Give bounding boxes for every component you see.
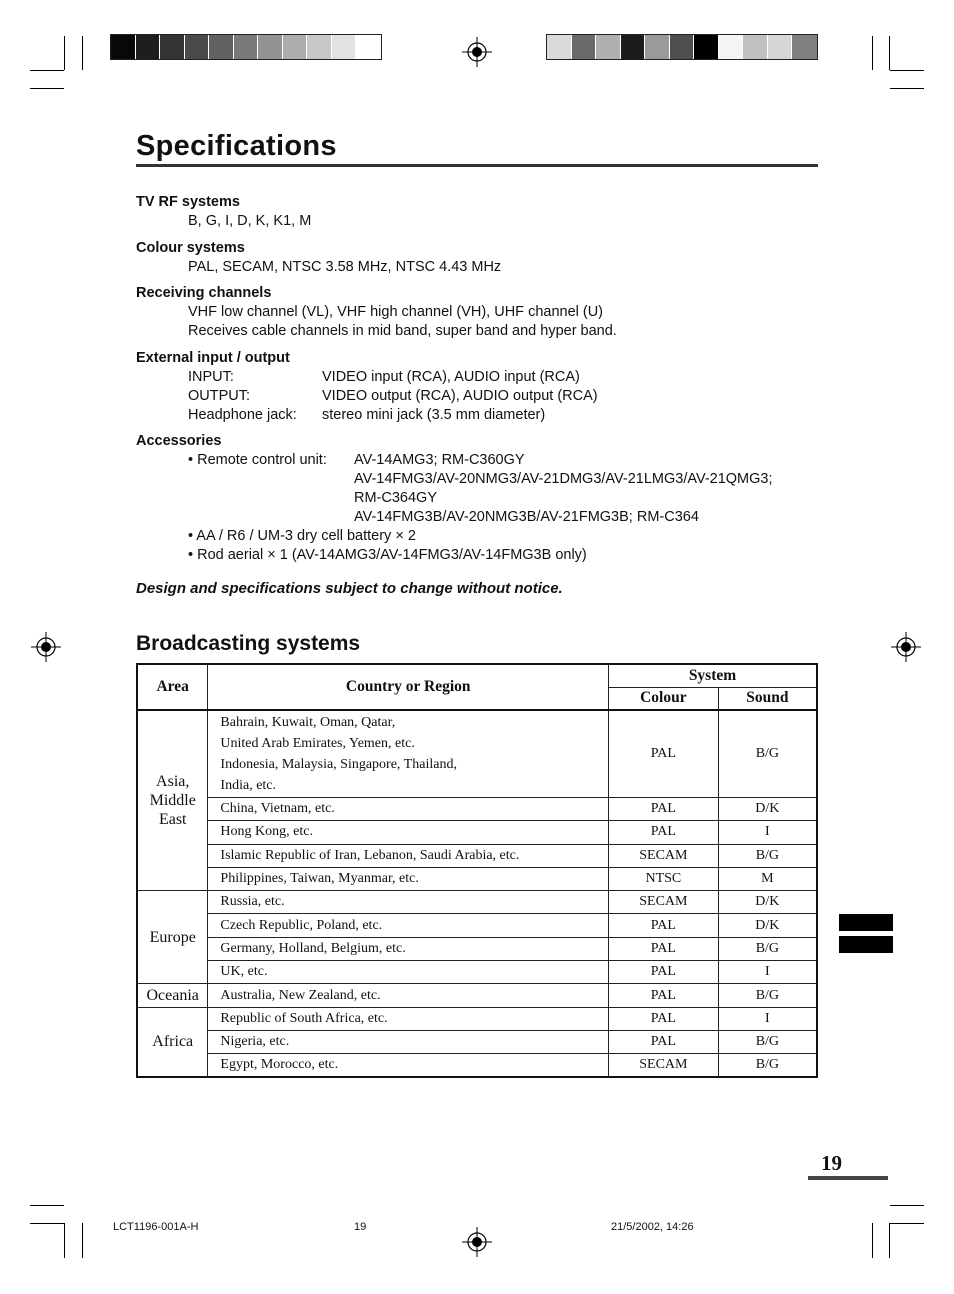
footer-doc-code: LCT1196-001A-H [113, 1221, 199, 1233]
country-cell: Russia, etc. [208, 891, 609, 914]
table-row [137, 1007, 817, 1030]
country-cell: Germany, Holland, Belgium, etc. [208, 937, 609, 960]
color-swatch [621, 35, 646, 59]
io-key: INPUT: [188, 369, 234, 385]
table-row [137, 867, 817, 890]
registration-bar-left [110, 34, 382, 60]
colour-cell: PAL [609, 961, 719, 984]
area-cell-europe: Europe [137, 891, 208, 984]
color-swatch [792, 35, 817, 59]
area-cell-africa: Africa [137, 1007, 208, 1077]
io-key: Headphone jack: [188, 407, 297, 423]
country-cell: Czech Republic, Poland, etc. [208, 914, 609, 937]
remote-line: AV-14AMG3; RM-C360GY [354, 452, 525, 468]
area-cell-asia: Asia, Middle East [137, 710, 208, 891]
table-row [137, 914, 817, 937]
color-swatch [258, 35, 283, 59]
color-swatch [283, 35, 308, 59]
area-cell-oceania: Oceania [137, 984, 208, 1007]
io-row [136, 368, 598, 387]
color-swatch [768, 35, 793, 59]
registration-target-icon [462, 1227, 492, 1257]
sound-cell: B/G [718, 937, 817, 960]
broadcasting-title: Broadcasting systems [136, 632, 361, 655]
aerial-item: • Rod aerial × 1 (AV-14AMG3/AV-14FMG3/AV-14FMG3B only) [188, 547, 587, 563]
color-swatch [111, 35, 136, 59]
header-sound: Sound [718, 687, 817, 710]
spec-colour [136, 239, 501, 277]
colour-cell: NTSC [609, 867, 719, 890]
registration-target-icon [462, 37, 492, 67]
color-swatch [645, 35, 670, 59]
footer-page: 19 [354, 1221, 367, 1233]
colour-cell: SECAM [609, 891, 719, 914]
spec-tv-rf [136, 193, 311, 231]
io-value: stereo mini jack (3.5 mm diameter) [322, 407, 546, 423]
sound-cell: I [718, 821, 817, 844]
spec-receiving [136, 284, 617, 341]
country-cell: Hong Kong, etc. [208, 821, 609, 844]
header-system: System [609, 664, 818, 687]
spec-value: B, G, I, D, K, K1, M [188, 213, 312, 229]
colour-cell: PAL [609, 914, 719, 937]
spec-external [136, 349, 598, 425]
color-swatch [234, 35, 259, 59]
colour-cell: PAL [609, 984, 719, 1007]
sound-cell: B/G [718, 1030, 817, 1053]
notice-text: Design and specifications subject to change without notice. [136, 580, 563, 597]
country-cell: UK, etc. [208, 961, 609, 984]
header-area: Area [137, 664, 208, 710]
spec-heading: Accessories [136, 433, 222, 449]
color-swatch [694, 35, 719, 59]
page-number: 19 [821, 1151, 842, 1175]
spec-heading: External input / output [136, 350, 290, 366]
colour-cell: SECAM [609, 1054, 719, 1077]
remote-line: AV-14FMG3/AV-20NMG3/AV-21DMG3/AV-21LMG3/AV-21QMG3; [354, 471, 773, 487]
page-title: Specifications [136, 130, 337, 162]
sound-cell: D/K [718, 798, 817, 821]
country-cell: China, Vietnam, etc. [208, 798, 609, 821]
table-header-row [137, 664, 817, 687]
table-row [137, 821, 817, 844]
color-swatch [547, 35, 572, 59]
spec-value: VHF low channel (VL), VHF high channel (VH), UHF channel (U) [188, 304, 604, 320]
title-rule [136, 164, 818, 167]
remote-line: RM-C364GY [354, 490, 437, 506]
table-row [137, 937, 817, 960]
colour-cell: SECAM [609, 844, 719, 867]
color-swatch [136, 35, 161, 59]
table-row [137, 961, 817, 984]
io-row [136, 406, 598, 425]
sound-cell: B/G [718, 710, 817, 798]
spec-heading: Receiving channels [136, 285, 272, 301]
country-cell: Nigeria, etc. [208, 1030, 609, 1053]
io-value: VIDEO output (RCA), AUDIO output (RCA) [322, 388, 598, 404]
sound-cell: B/G [718, 844, 817, 867]
registration-target-icon [31, 632, 61, 662]
table-row [137, 798, 817, 821]
remote-line: AV-14FMG3B/AV-20NMG3B/AV-21FMG3B; RM-C364 [354, 509, 699, 525]
sound-cell: B/G [718, 1054, 817, 1077]
colour-cell: PAL [609, 1030, 719, 1053]
country-cell: Islamic Republic of Iran, Lebanon, Saudi Arabia, etc. [208, 844, 609, 867]
color-swatch [356, 35, 381, 59]
table-row [137, 844, 817, 867]
page-number-rule [808, 1176, 888, 1180]
spec-value: Receives cable channels in mid band, super band and hyper band. [188, 323, 617, 339]
color-swatch [332, 35, 357, 59]
sound-cell: D/K [718, 891, 817, 914]
spec-heading: Colour systems [136, 240, 245, 256]
table-row [137, 984, 817, 1007]
color-swatch [596, 35, 621, 59]
broadcasting-table [136, 663, 818, 1078]
colour-cell: PAL [609, 821, 719, 844]
remote-label: • Remote control unit: [188, 452, 327, 468]
color-swatch [719, 35, 744, 59]
table-row [137, 1030, 817, 1053]
table-row [137, 891, 817, 914]
color-swatch [185, 35, 210, 59]
country-cell: Australia, New Zealand, etc. [208, 984, 609, 1007]
country-cell: Republic of South Africa, etc. [208, 1007, 609, 1030]
table-row [137, 1054, 817, 1077]
color-swatch [209, 35, 234, 59]
registration-bar-right [546, 34, 818, 60]
table-row [137, 710, 817, 798]
header-colour: Colour [609, 687, 719, 710]
colour-cell: PAL [609, 798, 719, 821]
color-swatch [307, 35, 332, 59]
colour-cell: PAL [609, 710, 719, 798]
color-swatch [670, 35, 695, 59]
registration-target-icon [891, 632, 921, 662]
color-swatch [743, 35, 768, 59]
sound-cell: M [718, 867, 817, 890]
spec-value: PAL, SECAM, NTSC 3.58 MHz, NTSC 4.43 MHz [188, 259, 502, 275]
battery-item: • AA / R6 / UM-3 dry cell battery × 2 [188, 528, 416, 544]
country-cell: Philippines, Taiwan, Myanmar, etc. [208, 867, 609, 890]
side-tab-marker [839, 936, 893, 953]
io-key: OUTPUT: [188, 388, 251, 404]
country-cell: Egypt, Morocco, etc. [208, 1054, 609, 1077]
colour-cell: PAL [609, 1007, 719, 1030]
sound-cell: I [718, 961, 817, 984]
color-swatch [572, 35, 597, 59]
io-row [136, 387, 598, 406]
sound-cell: D/K [718, 914, 817, 937]
io-value: VIDEO input (RCA), AUDIO input (RCA) [322, 369, 580, 385]
color-swatch [160, 35, 185, 59]
header-country: Country or Region [208, 664, 609, 710]
spec-heading: TV RF systems [136, 194, 240, 210]
footer-date: 21/5/2002, 14:26 [611, 1221, 694, 1233]
sound-cell: I [718, 1007, 817, 1030]
sound-cell: B/G [718, 984, 817, 1007]
country-cell: Bahrain, Kuwait, Oman, Qatar, United Arab Emirates, Yemen, etc. Indonesia, Malaysia, Singapore, Thailand, India, etc. [208, 710, 609, 798]
spec-accessories [136, 432, 773, 565]
side-tab-marker [839, 914, 893, 931]
colour-cell: PAL [609, 937, 719, 960]
